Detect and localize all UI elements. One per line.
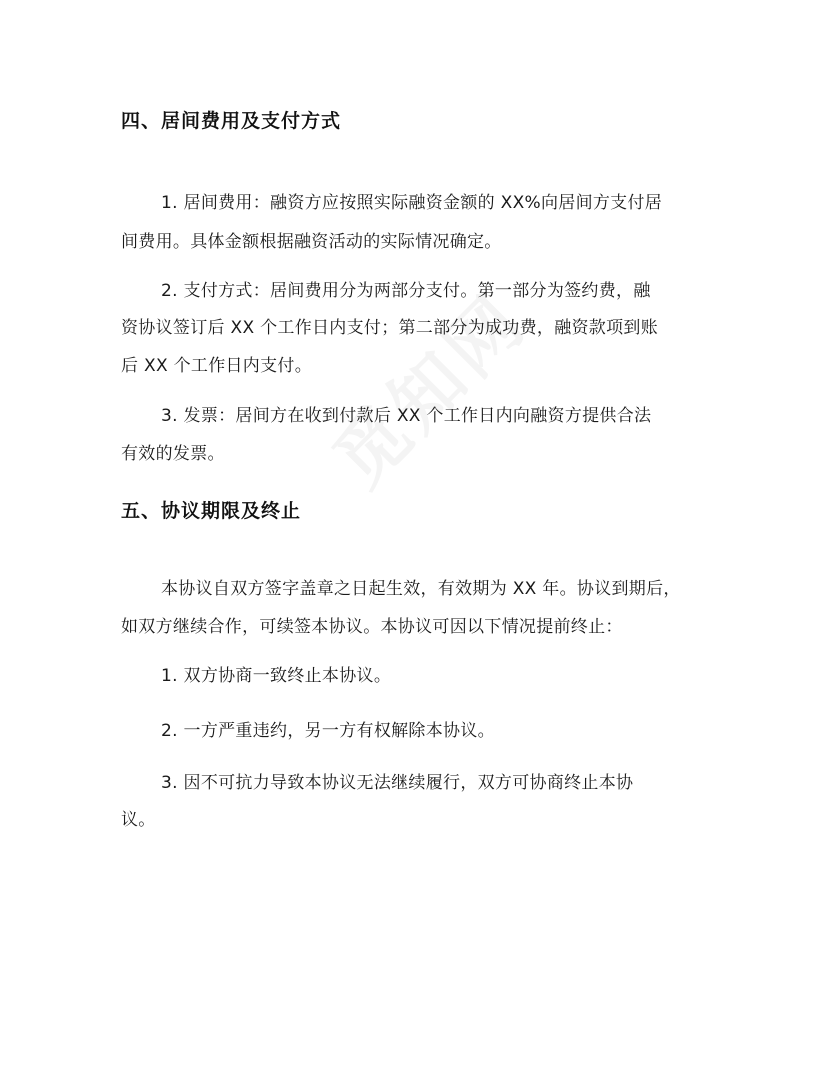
section-4-item-2-line-1: 2. 支付方式：居间费用分为两部分支付。第一部分为签约费，融	[161, 281, 651, 301]
section-4-item-3-line-1: 3. 发票：居间方在收到付款后 XX 个工作日内向融资方提供合法	[161, 406, 652, 426]
section-5-item-1: 1. 双方协商一致终止本协议。	[161, 666, 392, 686]
section-5-item-3-line-2: 议。	[121, 810, 156, 830]
section-5-item-2: 2. 一方严重违约，另一方有权解除本协议。	[161, 721, 495, 741]
section-4-item-1-line-1: 1. 居间费用：融资方应按照实际融资金额的 XX%向居间方支付居	[161, 193, 663, 213]
section-4-item-3-line-2: 有效的发票。	[121, 444, 225, 464]
section-5-item-3-line-1: 3. 因不可抗力导致本协议无法继续履行，双方可协商终止本协	[161, 773, 634, 793]
section-5-intro-line-1: 本协议自双方签字盖章之日起生效，有效期为 XX 年。协议到期后，	[161, 579, 681, 599]
section-4-item-1-line-2: 间费用。具体金额根据融资活动的实际情况确定。	[121, 232, 502, 252]
section-4-heading: 四、居间费用及支付方式	[121, 110, 342, 132]
section-4-item-2-line-2: 资协议签订后 XX 个工作日内支付；第二部分为成功费，融资款项到账	[121, 318, 658, 338]
section-5-intro-line-2: 如双方继续合作，可续签本协议。本协议可因以下情况提前终止：	[121, 617, 623, 637]
section-5-heading: 五、协议期限及终止	[121, 500, 302, 522]
section-4-item-2-line-3: 后 XX 个工作日内支付。	[121, 356, 312, 376]
